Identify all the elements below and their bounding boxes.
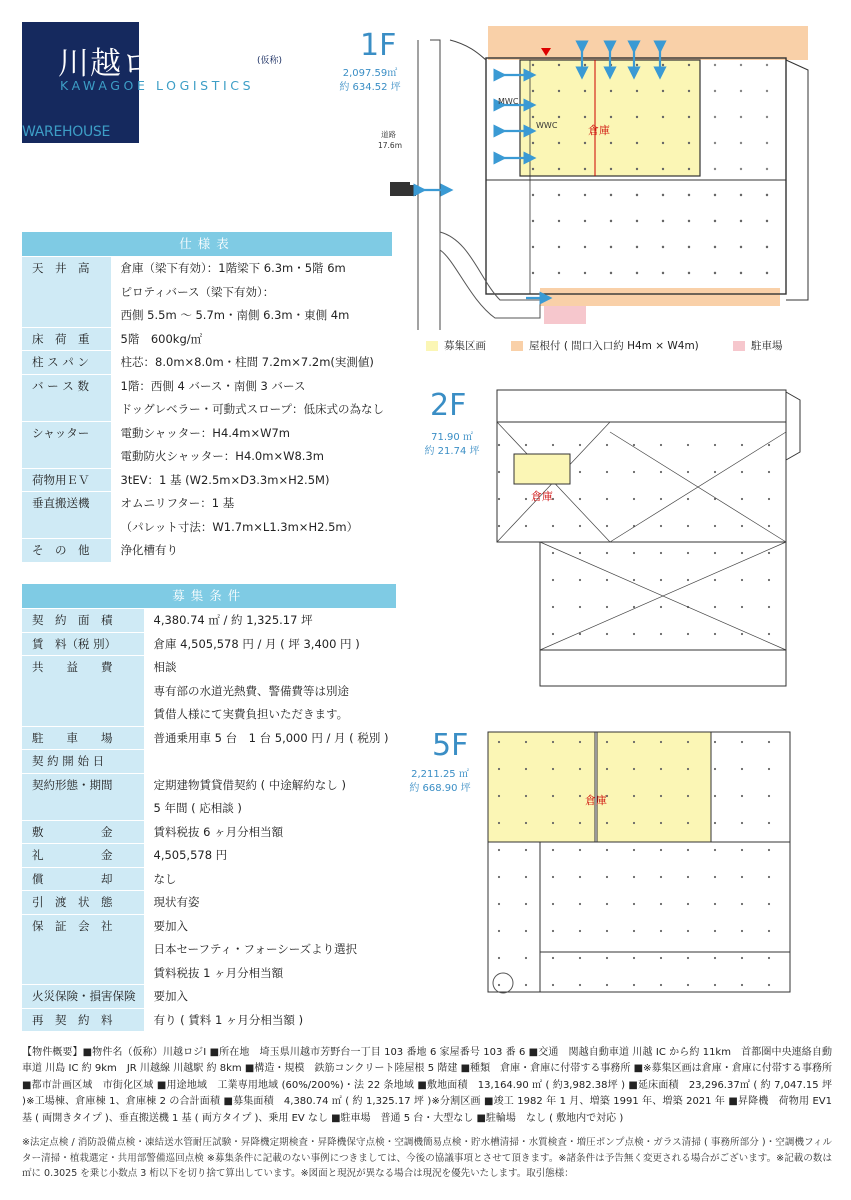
spec-label: 床 荷 重 (22, 327, 111, 351)
conditions-row (22, 867, 396, 891)
floor-plan-2f (486, 386, 806, 691)
conditions-value: 倉庫 4,505,578 円 / 月 ( 坪 3,400 円 ) (144, 632, 397, 656)
conditions-row (22, 820, 396, 844)
spec-row (22, 327, 392, 351)
spec-value: ピロティバース（梁下有効）： (111, 280, 392, 304)
conditions-label: 火災保険・損害保険 (22, 985, 144, 1009)
conditions-row (22, 773, 396, 797)
conditions-row (22, 985, 396, 1009)
conditions-row (22, 632, 396, 656)
spec-label: 荷物用ＥＶ (22, 468, 111, 492)
spec-value: オムニリフター：1 基 (111, 492, 392, 516)
conditions-value: 日本セーフティ・フォーシーズより選択 (144, 938, 397, 962)
conditions-value: 専有部の水道光熱費、警備費等は別途 (144, 679, 397, 703)
conditions-value: なし (144, 867, 397, 891)
legend-parking: 駐車場 (733, 338, 783, 353)
conditions-row (22, 609, 396, 633)
svg-text:道路: 道路 (381, 130, 396, 139)
conditions-label: 引 渡 状 態 (22, 891, 144, 915)
conditions-value: 現状有姿 (144, 891, 397, 915)
svg-text:WWC: WWC (536, 121, 558, 130)
spec-value: 倉庫（梁下有効）：1階梁下 6.3m・5階 6m (111, 257, 392, 281)
warehouse-2f-area (514, 454, 570, 484)
svg-text:17.6m: 17.6m (378, 141, 403, 150)
spec-row (22, 492, 392, 516)
spec-value: （パレット寸法：W1.7m×L1.3m×H2.5m） (111, 515, 392, 539)
spec-value: 5階 600kg/㎡ (111, 327, 392, 351)
legend-swatch (733, 341, 745, 351)
spec-value: 浄化槽有り (111, 539, 392, 563)
brand-tentative: (仮称) (257, 56, 283, 66)
roof-area-top (488, 26, 808, 60)
spec-label: 柱 ス パ ン (22, 351, 111, 375)
conditions-title: 募集条件 (22, 584, 396, 609)
conditions-row (22, 750, 396, 774)
conditions-label: 償 却 (22, 867, 144, 891)
conditions-value: 5 年間 ( 応相談 ) (144, 797, 397, 821)
legend-swatch (511, 341, 523, 351)
property-overview: 【物件概要】■物件名（仮称）川越ロジⅠ ■所在地 埼玉県川越市芳野台一丁目 103 番地 6 家屋番号 103 番 6 ■交通 関越自動車道 川越 IC から約 11km 首都圏中央連絡自動車道 川島 IC 約 9km JR 川越線 川越駅 約 8km ■構造・規模 鉄筋コンクリート陸屋根 5 階建 ■種類 倉庫・倉庫に付帯する事務所 ■※募集区画は倉庫・倉庫に付帯する事務所 ■都市計画区域 市街化区域 ■用途地域 工業専用地域 (60%/200%)・法 22 条地域 ■敷地面積 13,164.90 ㎡ ( 約3,982.38坪 ) ■延床面積 23,296.37㎡ ( 約 7,047.15 坪 )※工場棟、倉庫棟 1、倉庫棟 2 の合計面積 ■募集面積 4,380.74 ㎡ ( 約 1,325.17 坪 )※分割区画 ■竣工 1982 年 1 月、増築 1991 年、増築 2021 年 ■昇降機 荷物用 EV1 基 ( 両開きタイプ )、垂直搬送機 1 基 ( 両方タイプ )、乗用 EV なし ■駐車場 普通 5 台・大型なし ■駐輪場 なし ( 敷地内で対応 ) (22, 1047, 832, 1124)
floor-2f-area: 71.90 ㎡ 約 21.74 坪 (424, 432, 480, 457)
spec-row (22, 374, 392, 398)
conditions-value: 賃料税抜 1 ヶ月分相当額 (144, 961, 397, 985)
spec-title: 仕様表 (22, 232, 392, 257)
spec-value: 電動防火シャッター：H4.0m×W8.3m (111, 445, 392, 469)
conditions-row (22, 891, 396, 915)
conditions-value: 要加入 (144, 985, 397, 1009)
warehouse-1f-label: 倉庫 (588, 124, 610, 137)
spec-value: 柱芯：8.0m×8.0m・柱間 7.2m×7.2m(実測値) (111, 351, 392, 375)
spec-value: 電動シャッター：H4.4m×W7m (111, 421, 392, 445)
conditions-value: 要加入 (144, 914, 397, 938)
floor-5f-area: 2,211.25 ㎡ 約 668.90 坪 (409, 769, 471, 794)
conditions-value: 定期建物賃貸借契約 ( 中途解約なし ) (144, 773, 397, 797)
conditions-value: 賃借人様にて実費負担いただきます。 (144, 703, 397, 727)
floor-1f-area: 2,097.59㎡ 約 634.52 坪 (339, 68, 401, 93)
conditions-label: 共 益 費 (22, 656, 144, 727)
conditions-table (22, 584, 396, 1032)
brand-category: WAREHOUSE (22, 124, 111, 140)
truck-icon (390, 182, 410, 196)
parking-area (544, 306, 586, 324)
spec-row (22, 351, 392, 375)
conditions-row (22, 656, 396, 680)
conditions-label: 再 契 約 料 (22, 1008, 144, 1032)
spec-value: 3tEV：1 基 (W2.5m×D3.3m×H2.5M) (111, 468, 392, 492)
warehouse-2f-label: 倉庫 (531, 490, 553, 503)
floor-5f-label: 5F (432, 728, 469, 763)
spec-row (22, 421, 392, 445)
floor-2f-label: 2F (430, 388, 467, 423)
floor-1f-label: 1F (360, 28, 397, 63)
warehouse-5f-label: 倉庫 (585, 794, 607, 807)
conditions-label: 契 約 面 積 (22, 609, 144, 633)
conditions-label: 保 証 会 社 (22, 914, 144, 985)
brand-name-en: KAWAGOE LOGISTICS (60, 78, 255, 93)
conditions-value: 有り ( 賃料 1 ヶ月分相当額 ) (144, 1008, 397, 1032)
spec-label: シャッター (22, 421, 111, 468)
legend-swatch (426, 341, 438, 351)
conditions-label: 契 約 開 始 日 (22, 750, 144, 774)
conditions-value: 相談 (144, 656, 397, 680)
conditions-row (22, 914, 396, 938)
spec-row (22, 468, 392, 492)
conditions-value: 4,505,578 円 (144, 844, 397, 868)
conditions-row (22, 844, 396, 868)
floor-plan-5f (480, 726, 810, 1026)
spec-label: そ の 他 (22, 539, 111, 563)
conditions-label: 敷 金 (22, 820, 144, 844)
brand-name: 川越ロジⅠ (58, 46, 197, 82)
conditions-label: 礼 金 (22, 844, 144, 868)
spec-label: 垂直搬送機 (22, 492, 111, 539)
conditions-row (22, 726, 396, 750)
conditions-label: 駐 車 場 (22, 726, 144, 750)
conditions-value: 4,380.74 ㎡ / 約 1,325.17 坪 (144, 609, 397, 633)
floor-plan-1f (362, 20, 836, 330)
spec-value: 1階：西側 4 バース・南側 3 バース (111, 374, 392, 398)
spec-label: 天 井 高 (22, 257, 111, 328)
legend-recruit: 募集区画 (426, 338, 486, 353)
conditions-value (144, 750, 397, 774)
conditions-value: 普通乗用車 5 台 1 台 5,000 円 / 月 ( 税別 ) (144, 726, 397, 750)
notes: ※法定点検 / 消防設備点検・凍結送水管耐圧試験・昇降機定期検査・昇降機保守点検・空調機簡易点検・貯水槽清掃・水質検査・増圧ポンプ点検・ガラス清掃 ( 事務所部分 )・空調機フィルター清掃・植栽選定・共用部警備巡回点検 ※募集条件に記載のない事例につきましては、今後の協議事項とさせて頂きます。※諸条件は予告無く変更される場合がございます。※記載の数は㎡に 0.3025 を乗じ小数点 3 桁以下を切り捨て算出しています。※図面と現況が異なる場合は現況を優先いたします。取引態様： (22, 1137, 832, 1180)
conditions-value: 賃料税抜 6 ヶ月分相当額 (144, 820, 397, 844)
spec-value: ドッグレベラー・可動式スロープ：低床式の為なし (111, 398, 392, 422)
spec-label: バ ー ス 数 (22, 374, 111, 421)
svg-text:MWC: MWC (498, 97, 519, 106)
spec-value: 西側 5.5m ～ 5.7m・南側 6.3m・東側 4m (111, 304, 392, 328)
conditions-label: 賃 料（税 別） (22, 632, 144, 656)
spec-row (22, 257, 392, 281)
spec-table (22, 232, 392, 563)
conditions-row (22, 1008, 396, 1032)
legend-roof: 屋根付 ( 間口入口約 H4m × W4m) (511, 338, 699, 353)
spec-row (22, 539, 392, 563)
conditions-label: 契約形態・期間 (22, 773, 144, 820)
